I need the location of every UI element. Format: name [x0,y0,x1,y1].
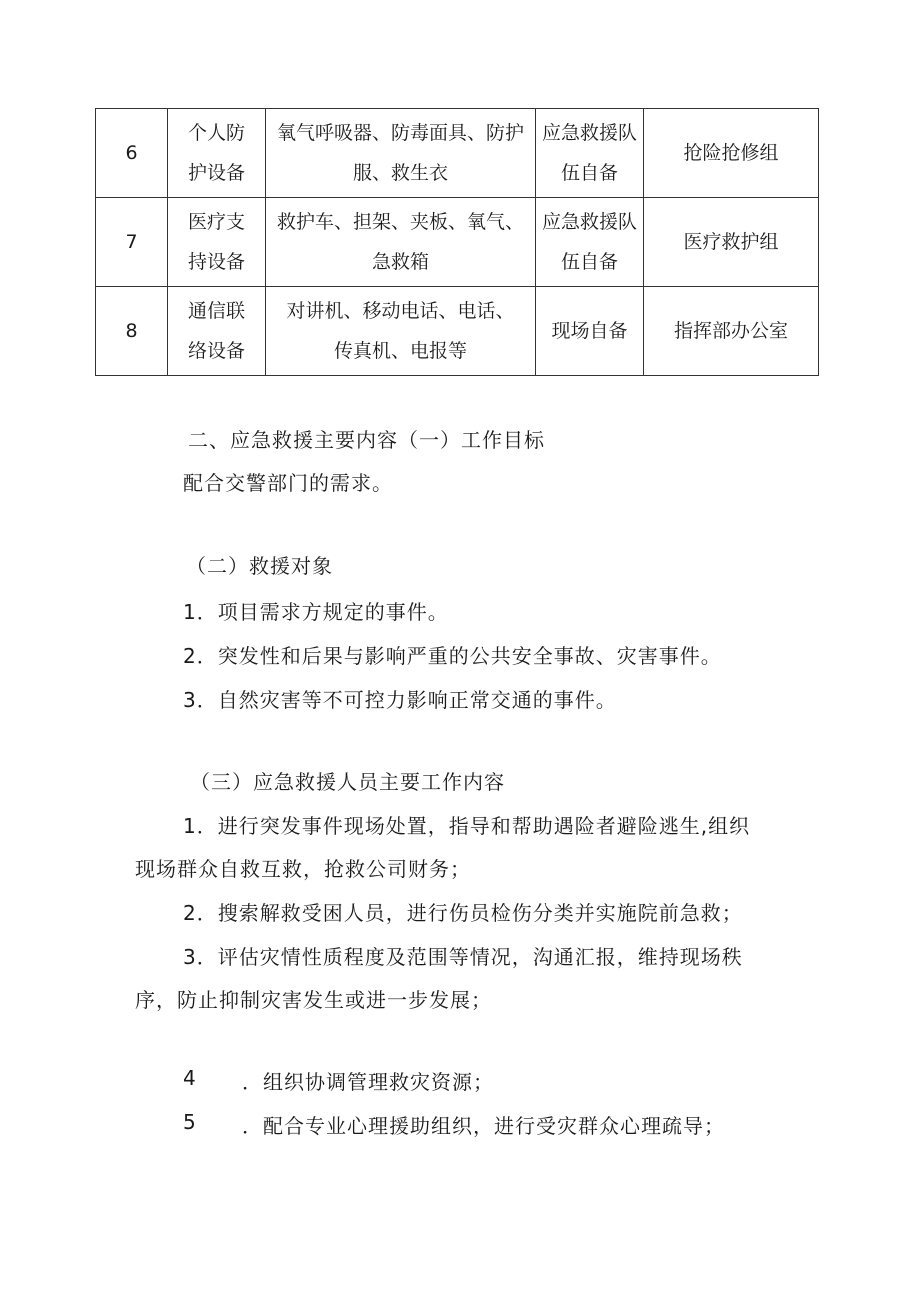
list-item-continued: 序，防止抑制灾害发生或进一步发展； [135,988,492,1012]
section-heading: 二、应急救援主要内容（一）工作目标 [188,428,545,452]
list-item-continued: 现场群众自救互救，抢救公司财务； [135,857,471,881]
list-item: 2．突发性和后果与影响严重的公共安全事故、灾害事件。 [183,644,722,668]
list-item: 2．搜索解救受困人员，进行伤员检伤分类并实施院前急救； [183,901,743,925]
responsible-group: 指挥部办公室 [644,287,819,376]
list-item: ．配合专业心理援助组织，进行受灾群众心理疏导； [242,1114,725,1138]
list-item: ．组织协调管理救灾资源； [242,1070,494,1094]
row-number: 8 [96,287,168,376]
list-item-number: 4 [183,1066,197,1090]
row-number: 7 [96,198,168,287]
equipment-source: 应急救援队 伍自备 [536,109,644,198]
equipment-table [95,108,819,376]
list-item: 3．评估灾情性质程度及范围等情况，沟通汇报，维持现场秩 [183,945,743,969]
table-row [96,109,819,198]
list-item: 3．自然灾害等不可控力影响正常交通的事件。 [183,688,617,712]
table-row [96,198,819,287]
equipment-items: 救护车、担架、夹板、氧气、 急救箱 [266,198,536,287]
equipment-items: 对讲机、移动电话、电话、 传真机、电报等 [266,287,536,376]
subsection-heading: （二）救援对象 [186,554,333,578]
equipment-category: 医疗支 持设备 [168,198,266,287]
equipment-source: 现场自备 [536,287,644,376]
equipment-category: 个人防 护设备 [168,109,266,198]
subsection-heading: （三）应急救援人员主要工作内容 [190,770,505,794]
equipment-items: 氧气呼吸器、防毒面具、防护 服、救生衣 [266,109,536,198]
list-item: 1．进行突发事件现场处置，指导和帮助遇险者避险逃生,组织 [183,814,751,838]
row-number: 6 [96,109,168,198]
list-item-number: 5 [183,1110,197,1134]
equipment-source: 应急救援队 伍自备 [536,198,644,287]
goal-text: 配合交警部门的需求。 [183,471,393,495]
responsible-group: 医疗救护组 [644,198,819,287]
list-item: 1．项目需求方规定的事件。 [183,600,449,624]
responsible-group: 抢险抢修组 [644,109,819,198]
table-row [96,287,819,376]
equipment-category: 通信联 络设备 [168,287,266,376]
